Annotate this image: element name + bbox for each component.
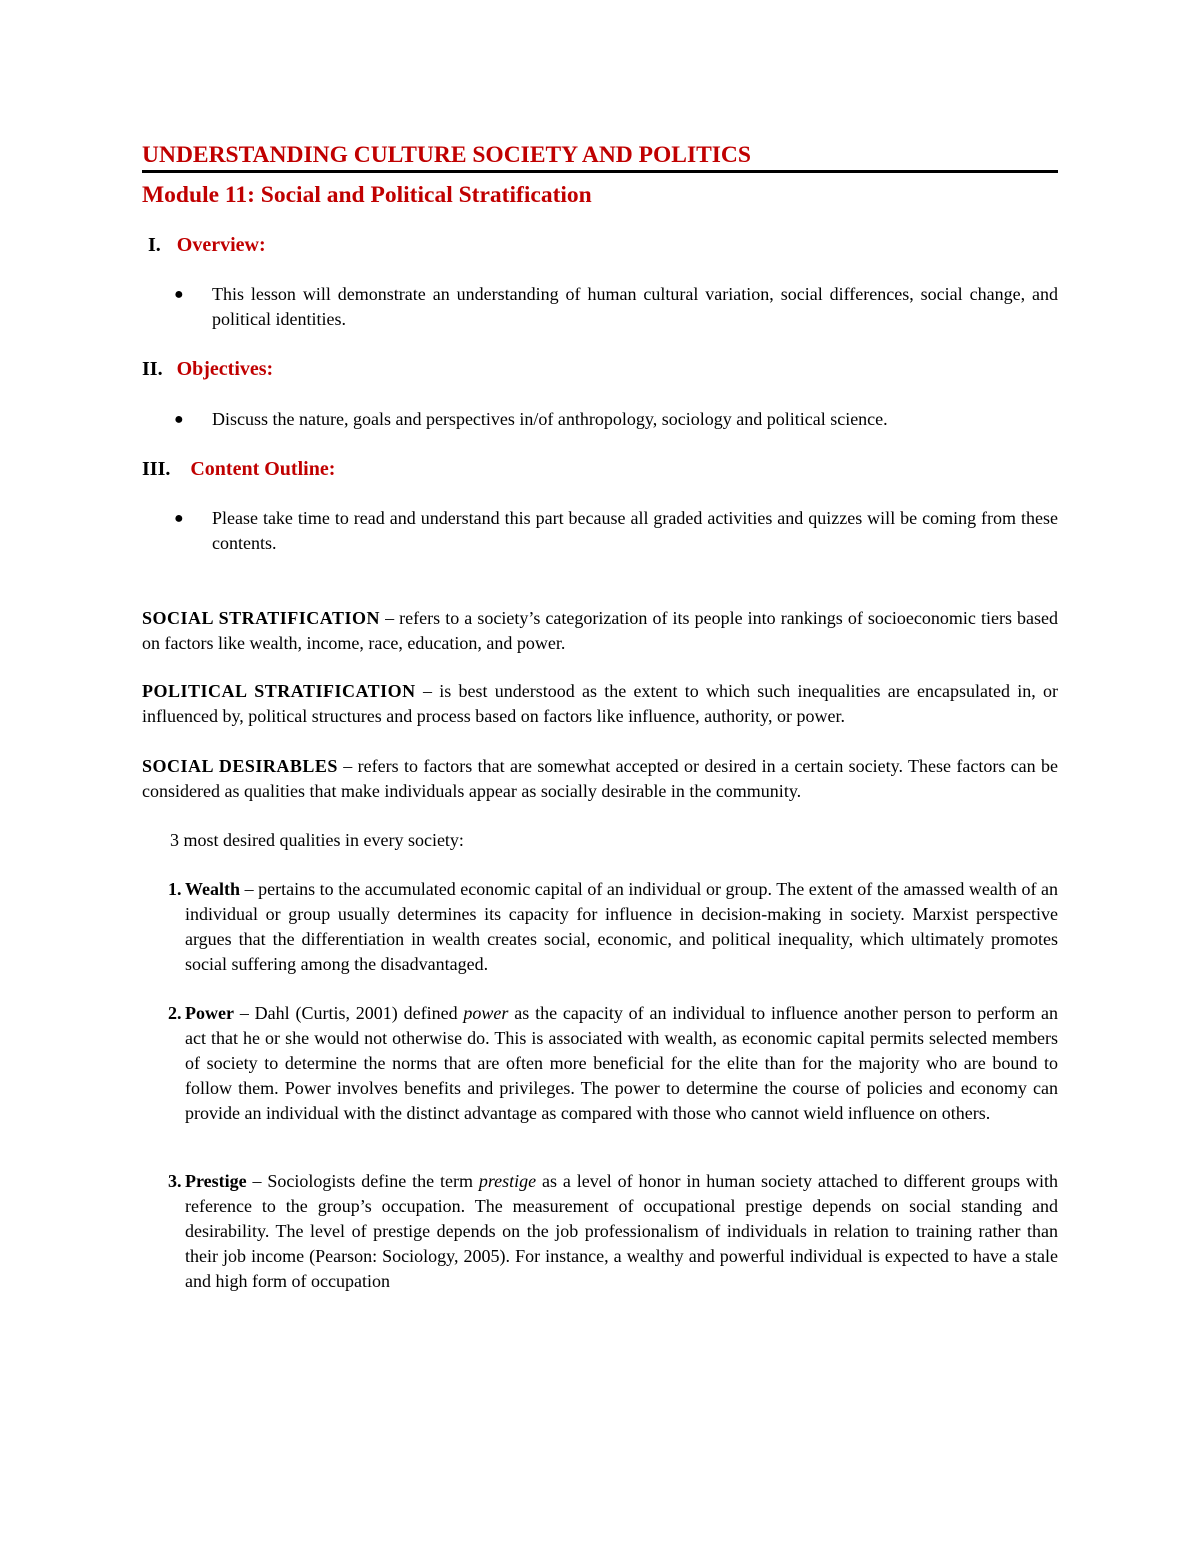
section-number: III. <box>142 458 171 480</box>
item-number: 2. <box>168 1003 182 1023</box>
list-item <box>142 506 1058 556</box>
item-text: – Dahl (Curtis, 2001) defined <box>233 1003 464 1023</box>
bullet-text: Discuss the nature, goals and perspectives in/of anthropology, sociology and political science. <box>212 409 888 429</box>
section-label: Overview: <box>176 234 266 256</box>
quality-prestige <box>142 1169 1058 1294</box>
section-number: I. <box>148 234 161 256</box>
item-text: – Sociologists define the term <box>246 1171 479 1191</box>
document-page <box>142 140 1058 1294</box>
item-term: Power <box>185 1003 234 1023</box>
item-body <box>185 1001 1058 1126</box>
quality-power <box>142 1001 1058 1126</box>
section-number: II. <box>142 358 163 380</box>
definition-text: – refers to a society’s categorization of its people into rankings of socioeconomic tiers based on factors like wealth, income, race, education, and power. <box>142 608 1059 653</box>
definition-social-stratification <box>142 606 1058 656</box>
list-item <box>142 407 1058 432</box>
item-body <box>185 1169 1058 1294</box>
qualities-intro: 3 most desired qualities in every society: <box>170 830 464 850</box>
item-number: 1. <box>168 879 182 899</box>
definition-political-stratification <box>142 679 1058 729</box>
bullet-icon: ● <box>174 411 184 428</box>
section-content-outline <box>142 456 1058 482</box>
list-item <box>142 282 1058 332</box>
definition-term: SOCIAL DESIRABLES <box>142 756 338 776</box>
definition-text: – refers to factors that are somewhat accepted or desired in a certain society. These factors can be considered as qualities that make individuals appear as socially desirable in the community. <box>142 756 1059 801</box>
document-title: UNDERSTANDING CULTURE SOCIETY AND POLITICS <box>142 140 1058 173</box>
module-title: Module 11: Social and Political Stratification <box>142 182 592 208</box>
section-label: Objectives: <box>176 358 274 380</box>
bullet-text: This lesson will demonstrate an understanding of human cultural variation, social differences, social change, and political identities. <box>212 284 1058 329</box>
bullet-icon: ● <box>174 510 184 527</box>
quality-wealth <box>142 877 1058 977</box>
item-text-continued: as the capacity of an individual to influence another person to perform an act that he or she would not otherwise do. This is associated with wealth, as economic capital permits selected members of society to determine the norms that are often more beneficial for the elite than for the majority who are bound to follow them. Power involves benefits and privileges. The power to determine the course of policies and economy can provide an individual with the distinct advantage as compared with those who cannot wield influence on others. <box>185 1003 1058 1123</box>
item-body <box>185 877 1058 977</box>
item-text: – pertains to the accumulated economic capital of an individual or group. The extent of the amassed wealth of an individual or group usually determines its capacity for influence in decision-making in society. Marxist perspective argues that the differentiation in wealth creates social, economic, and political inequality, which ultimately promotes social suffering among the disadvantaged. <box>185 879 1058 974</box>
definition-term: POLITICAL STRATIFICATION <box>142 681 416 701</box>
item-term: Wealth <box>185 879 241 899</box>
item-number: 3. <box>168 1171 182 1191</box>
section-label: Content Outline: <box>190 458 336 480</box>
definition-term: SOCIAL STRATIFICATION <box>142 608 380 628</box>
item-emphasis: prestige <box>478 1171 537 1191</box>
definition-social-desirables <box>142 754 1058 804</box>
section-overview <box>142 232 1058 258</box>
bullet-text: Please take time to read and understand this part because all graded activities and quizzes will be coming from these contents. <box>212 508 1058 553</box>
item-text-continued: as a level of honor in human society attached to different groups with reference to the group’s occupation. The measurement of occupational prestige depends on social standing and desirability. The level of prestige depends on the job professionalism of individuals in relation to training rather than their job income (Pearson: Sociology, 2005). For instance, a wealthy and powerful individual is expected to have a stale and high form of occupation <box>185 1171 1058 1291</box>
definition-text: – is best understood as the extent to which such inequalities are encapsulated in, or influenced by, political structures and process based on factors like influence, authority, or power. <box>142 681 1059 726</box>
item-emphasis: power <box>463 1003 509 1023</box>
bullet-icon: ● <box>174 286 184 303</box>
section-objectives <box>142 356 1058 382</box>
item-term: Prestige <box>185 1171 247 1191</box>
